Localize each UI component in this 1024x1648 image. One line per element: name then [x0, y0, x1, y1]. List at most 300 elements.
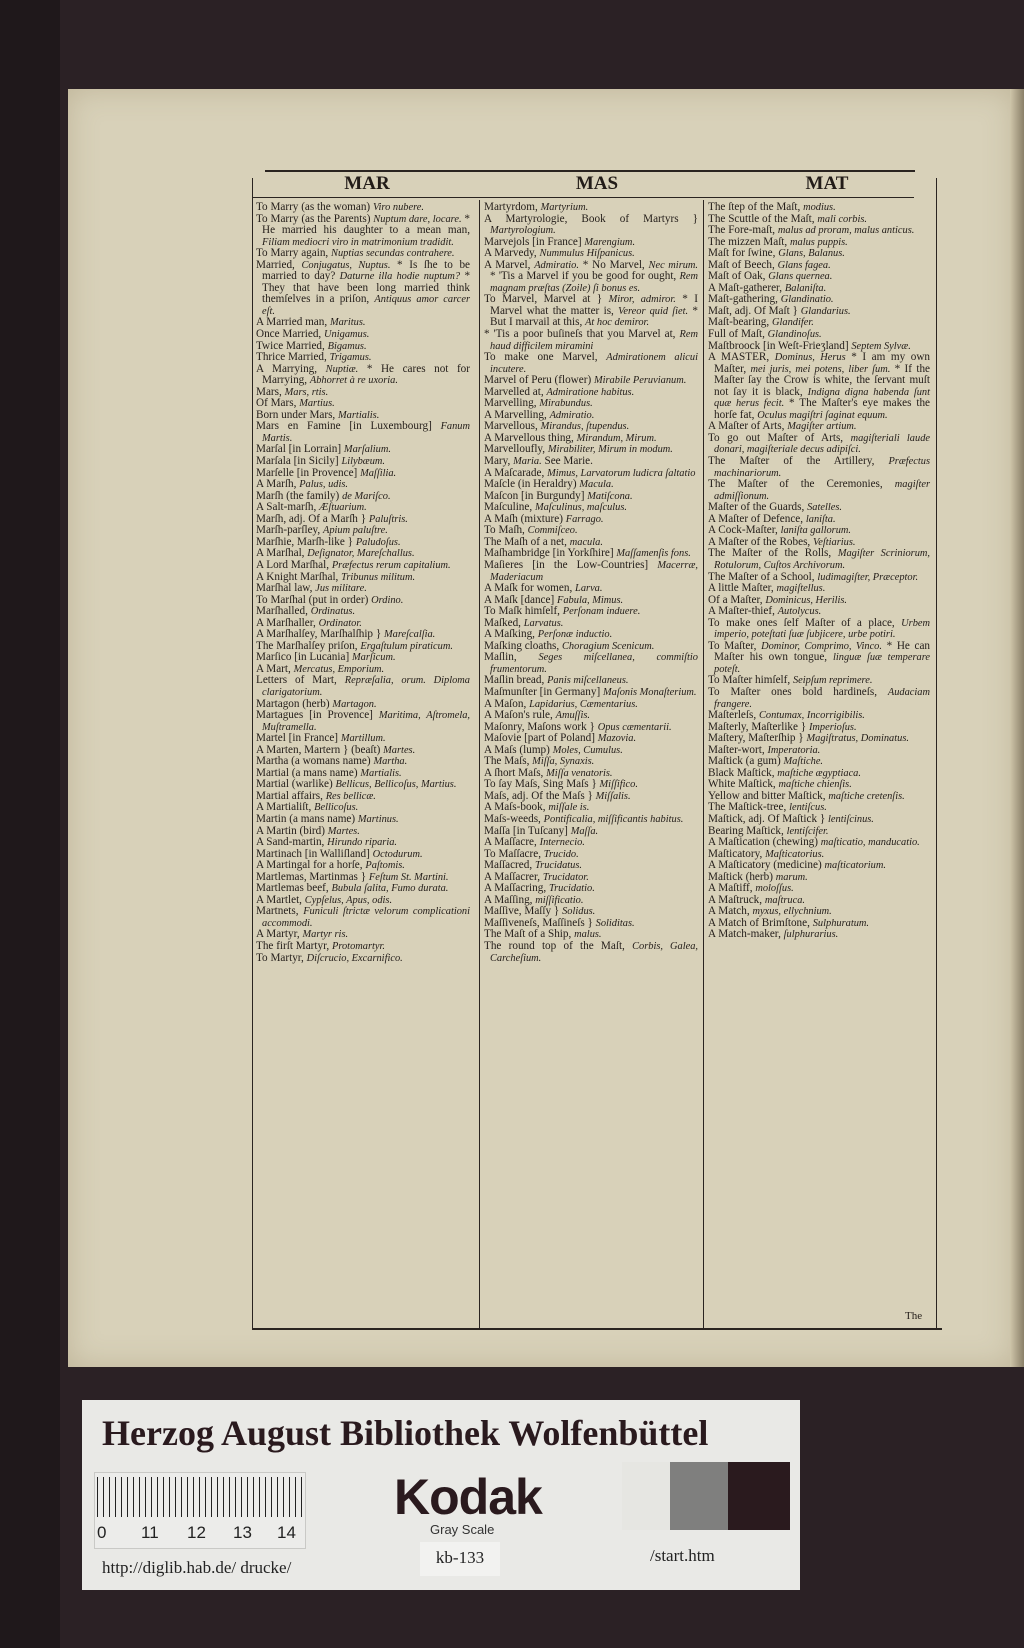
- latin-translation: Ordinatus.: [310, 606, 356, 618]
- latin-translation: Glandifer.: [772, 317, 814, 329]
- english-headword: Martha (a womans name): [256, 755, 371, 768]
- english-headword: The mizzen Maſt,: [708, 235, 788, 248]
- latin-translation: Miſſa venatoris.: [546, 767, 613, 779]
- english-headword: A Maſter-thief,: [708, 605, 775, 618]
- english-headword: To Maſk himſelf,: [484, 605, 560, 618]
- latin-translation: Moles, Cumulus.: [552, 744, 623, 756]
- english-headword: A Maſs (lump): [484, 743, 550, 756]
- dictionary-entry: [256, 906, 470, 929]
- latin-translation: Opus cæmentarii.: [597, 721, 672, 733]
- header-rule: [252, 197, 914, 198]
- latin-translation: Macula.: [579, 479, 614, 491]
- library-target-card: [82, 1400, 800, 1590]
- english-headword: Martial (a mans name): [256, 766, 358, 779]
- english-headword: Marſala [in Sicily]: [256, 455, 339, 468]
- dictionary-entry: [484, 329, 698, 352]
- latin-translation: Mars, rtis.: [284, 386, 329, 398]
- latin-translation: Martes.: [327, 825, 360, 837]
- english-headword: A Marrying,: [256, 362, 318, 375]
- gray-swatch-black: [728, 1462, 790, 1530]
- example-phrase: * 'Tis a Marvel if you be good for ought,: [490, 270, 677, 283]
- english-headword: Martinach [in Walliſland]: [256, 847, 370, 860]
- latin-translation: laniſta.: [805, 513, 836, 525]
- english-headword: A Mart,: [256, 662, 291, 675]
- english-headword: Born under Mars,: [256, 408, 336, 421]
- latin-translation: Maritus.: [329, 317, 366, 329]
- english-headword: A Marſh,: [256, 478, 297, 491]
- latin-translation: Maſtiche.: [783, 756, 824, 768]
- column-rule-right: [936, 178, 937, 1328]
- dictionary-entry: [708, 548, 930, 571]
- example-phrase: * Is ſhe to be married to day?: [262, 258, 471, 283]
- latin-translation: Tribunus militum.: [341, 571, 416, 583]
- latin-translation: Glans, Balanus.: [778, 248, 845, 260]
- english-headword: A Lord Marſhal,: [256, 558, 330, 571]
- english-headword: The round top of the Maſt,: [484, 940, 625, 952]
- latin-translation: Trucido.: [543, 848, 579, 860]
- latin-translation: Balaniſta.: [784, 282, 827, 294]
- english-headword: Maſſa [in Tuſcany]: [484, 824, 568, 837]
- latin-example: Indigna digna habenda ſunt quæ herus fecit.: [714, 386, 931, 410]
- latin-translation: Bellicus, Bellicoſus, Martius.: [335, 779, 457, 791]
- english-headword: Maſculine,: [484, 501, 533, 514]
- english-headword: A Martlet,: [256, 893, 302, 906]
- english-headword: A Maſſing,: [484, 893, 533, 906]
- english-headword: Mars en Famine [in Luxembourg]: [256, 420, 432, 433]
- english-headword: Maſking cloaths,: [484, 639, 560, 652]
- english-headword: Maſter-wort,: [708, 743, 765, 756]
- latin-translation: Dominicus, Herilis.: [765, 594, 848, 606]
- latin-translation: malus.: [574, 929, 602, 941]
- latin-translation: miſſale is.: [548, 802, 590, 814]
- latin-translation: Martyr ris.: [302, 929, 349, 941]
- latin-translation: Choragium Scenicum.: [562, 640, 655, 652]
- english-headword: A MASTER,: [708, 351, 770, 364]
- english-headword: A Marten, Martern } (beaſt): [256, 743, 381, 756]
- english-headword: To go out Maſter of Arts,: [708, 431, 844, 444]
- latin-translation: magiſteriali laude donari, magiſteriale decus adipiſci.: [714, 432, 931, 456]
- latin-translation: Præfectus rerum capitalium.: [331, 559, 451, 571]
- header-col-3: MAT: [805, 173, 849, 194]
- dictionary-entry: [708, 929, 930, 941]
- latin-translation: Amuſſis.: [555, 710, 590, 722]
- dictionary-entry: [708, 618, 930, 641]
- english-headword: A Maſt-gatherer,: [708, 281, 783, 294]
- latin-translation: Æſtuarium.: [319, 502, 367, 514]
- running-headers: [252, 171, 942, 197]
- latin-translation: maſticatio, manducatio.: [820, 837, 920, 849]
- latin-translation: Larvatus.: [523, 617, 564, 629]
- latin-example: Rem magnam præſtas (Zoile) ſi bonus es.: [490, 271, 698, 294]
- english-headword: Marvejols [in France]: [484, 235, 582, 248]
- dictionary-column-3: [708, 202, 930, 941]
- english-headword: Maſked,: [484, 616, 521, 629]
- english-headword: A Married man,: [256, 316, 328, 329]
- latin-translation: Mirabile Peruvianum.: [593, 375, 687, 387]
- english-headword: To Maſter,: [708, 639, 757, 652]
- english-headword: A Salt-marſh,: [256, 501, 317, 514]
- english-headword: Maſſive, Maſſy }: [484, 905, 560, 918]
- latin-translation: miſſificatio.: [535, 894, 584, 906]
- english-headword: To Maſter ones bold hardineſs,: [708, 685, 878, 698]
- latin-translation: Trigamus.: [329, 352, 372, 364]
- english-headword: The Maſter of the Rolls,: [708, 547, 832, 560]
- english-headword: Marſh-parſley,: [256, 524, 321, 537]
- latin-translation: lentiſcinus.: [828, 813, 874, 825]
- english-headword: Marvellous,: [484, 420, 538, 433]
- latin-translation: Viro nubere.: [372, 202, 424, 213]
- english-headword: Maſtery, Maſterſhip }: [708, 732, 804, 745]
- latin-translation: Mimus, Larvatorum ludicra ſaltatio: [547, 467, 696, 479]
- kodak-logo: Kodak: [394, 1469, 542, 1525]
- dictionary-column-2: [484, 202, 698, 964]
- english-headword: Twice Married,: [256, 339, 325, 352]
- latin-translation: Protomartyr.: [331, 941, 385, 952]
- english-headword: Letters of Mart,: [256, 674, 337, 687]
- english-headword: Maſmunſter [in Germany]: [484, 685, 601, 698]
- english-headword: Marvelled at,: [484, 385, 544, 398]
- latin-translation: Unigamus.: [324, 329, 370, 341]
- english-headword: Maſt of Oak,: [708, 270, 766, 283]
- english-headword: * 'Tis a poor buſineſs that you Marvel at,: [484, 328, 676, 341]
- latin-translation: Funiculi ſtrictæ velorum complicationi accommodi.: [262, 906, 470, 929]
- english-headword: Maſonry, Maſons work }: [484, 720, 595, 733]
- latin-translation: Larva.: [575, 583, 603, 595]
- ruler-ticks: [97, 1477, 303, 1517]
- latin-translation: Seipſum reprimere.: [792, 675, 873, 687]
- english-headword: A Knight Marſhal,: [256, 570, 339, 583]
- english-headword: Of Mars,: [256, 397, 297, 410]
- dictionary-entry: [484, 260, 698, 295]
- english-headword: The Maſter of the Artillery,: [708, 455, 875, 468]
- english-headword: The Maſter of the Ceremonies,: [708, 478, 883, 491]
- latin-translation: Admiratio.: [549, 409, 595, 421]
- latin-translation: Sulphuratum.: [812, 917, 870, 929]
- english-headword: A Marvelling,: [484, 408, 547, 421]
- dictionary-entry: [484, 294, 698, 329]
- english-headword: A Marſhal,: [256, 547, 305, 560]
- english-headword: A Martingal for a horſe,: [256, 859, 363, 872]
- latin-translation: Trucidatio.: [548, 883, 595, 895]
- english-headword: Maſieres [in the Low-Countries]: [484, 558, 649, 571]
- ruler-number: 0: [97, 1523, 107, 1542]
- latin-translation: Magiſter Scriniorum, Rotulorum, Cuſtos Archivorum.: [714, 548, 930, 571]
- latin-translation: Magiſter artium.: [787, 421, 857, 433]
- english-headword: Maſs-weeds,: [484, 812, 541, 825]
- gray-swatch-white: [622, 1462, 670, 1530]
- english-headword: Martlemas beef,: [256, 882, 329, 895]
- english-headword: Maſtick (herb): [708, 870, 773, 883]
- latin-translation: Hirundo riparia.: [327, 837, 398, 849]
- scan-background: [0, 0, 60, 1648]
- english-headword: Marſhalled,: [256, 605, 308, 618]
- latin-translation: Martinus.: [357, 813, 399, 825]
- english-headword: A Maſſacring,: [484, 882, 547, 895]
- english-headword: The Scuttle of the Maſt,: [708, 212, 815, 225]
- latin-translation: Farrago.: [565, 513, 604, 525]
- english-headword: Maſlin,: [484, 651, 517, 664]
- english-headword: Thrice Married,: [256, 351, 327, 364]
- english-headword: A Maſtiff,: [708, 882, 753, 895]
- english-headword: A Maſtication (chewing): [708, 836, 818, 849]
- example-phrase: * They that have been long married think themſelves in a priſon,: [262, 270, 471, 306]
- english-headword: A Match,: [708, 905, 750, 918]
- latin-translation: Mirandum, Mirum.: [576, 432, 657, 444]
- latin-translation: Trucidatus.: [534, 860, 583, 872]
- latin-translation: Miſſalis.: [595, 790, 631, 802]
- english-headword: Martlemas, Martinmas }: [256, 870, 367, 883]
- latin-translation: maſticatorium.: [824, 860, 886, 872]
- english-headword: The Fore-maſt,: [708, 224, 776, 237]
- latin-translation: Lapidarius, Cæmentarius.: [529, 698, 638, 710]
- english-headword: Bearing Maſtick,: [708, 824, 784, 837]
- english-headword: A Match of Brimſtone,: [708, 916, 810, 929]
- latin-translation: Satelles.: [807, 502, 843, 514]
- latin-translation: Imperioſus.: [808, 721, 857, 733]
- latin-translation: Miſſifico.: [599, 779, 638, 791]
- english-headword: A Maſter of the Robes,: [708, 535, 811, 548]
- dictionary-entry: [484, 352, 698, 375]
- latin-example: Daturne illa hodie nuptum?: [339, 271, 461, 283]
- latin-translation: Bellicoſus.: [314, 802, 359, 814]
- latin-translation: Audaciam frangere.: [714, 686, 931, 710]
- latin-translation: Ergaſtulum piraticum.: [360, 640, 453, 652]
- latin-translation: maſtruca.: [764, 894, 805, 906]
- dictionary-entry: [708, 352, 930, 421]
- english-headword: A Maſh (mixture): [484, 512, 563, 525]
- latin-translation: Paludoſus.: [355, 536, 401, 548]
- latin-translation: Palus, udis.: [299, 479, 348, 491]
- latin-translation: Perſonæ inductio.: [537, 629, 613, 641]
- english-headword: Marſhie, Marſh-like }: [256, 535, 354, 548]
- english-headword: Maſſacred,: [484, 859, 533, 872]
- latin-translation: Cypſelus, Apus, odis.: [304, 894, 393, 906]
- english-headword: Maſt-bearing,: [708, 316, 770, 329]
- example-phrase: * The Maſter's eye makes the horſe fat,: [714, 397, 930, 421]
- latin-translation: Miſſa, Synaxis.: [532, 756, 595, 768]
- english-headword: A Martialiſt,: [256, 801, 312, 814]
- latin-translation: Nuptias secundas contrahere.: [331, 248, 455, 260]
- dictionary-column-1: [256, 202, 470, 964]
- english-headword: A Martyrologie, Book of Martyrs }: [484, 212, 698, 225]
- latin-translation: Maſſilia.: [360, 467, 397, 479]
- dictionary-entry: [256, 710, 470, 733]
- dictionary-entry: [708, 433, 930, 456]
- latin-translation: de Mariſco.: [342, 490, 391, 502]
- example-phrase: * If the Maſter ſay the Crow is white, the ſervant muſt not ſay it is black,: [714, 362, 930, 398]
- latin-translation: Solidus.: [562, 906, 596, 918]
- latin-translation: ludimagiſter, Præceptor.: [817, 571, 919, 583]
- english-headword: Maſterleſs,: [708, 709, 757, 722]
- latin-translation: Rem haud difficilem miramini: [490, 329, 698, 352]
- latin-translation: Veſtiarius.: [813, 536, 856, 548]
- example-phrase: See Marie.: [544, 455, 593, 468]
- latin-translation: macula.: [569, 536, 603, 548]
- latin-translation: Jus militare.: [315, 583, 367, 595]
- latin-translation: Lilybæum.: [341, 456, 386, 468]
- latin-example: mei juris, mei potens, liber ſum.: [750, 363, 891, 375]
- english-headword: To Marry (as the Parents): [256, 212, 371, 225]
- column-rule-left: [252, 178, 253, 1328]
- latin-translation: Dominor, Comprimo, Vinco.: [761, 640, 882, 652]
- english-headword: Martel [in France]: [256, 732, 339, 745]
- latin-translation: Nuptum dare, locare.: [373, 213, 462, 225]
- english-headword: The firſt Martyr,: [256, 940, 330, 952]
- latin-translation: Commiſceo.: [527, 525, 578, 537]
- english-headword: To Marſhal (put in order): [256, 593, 369, 606]
- latin-translation: Imperatoria.: [767, 744, 821, 756]
- latin-translation: Glans fagea.: [777, 259, 831, 271]
- latin-translation: magiſter admiſſionum.: [714, 479, 931, 502]
- english-headword: Black Maſtick,: [708, 766, 775, 779]
- latin-translation: laniſta gallorum.: [780, 525, 852, 537]
- latin-translation: Præfectus machinariorum.: [714, 456, 930, 479]
- english-headword: Maſcle (in Heraldry): [484, 478, 577, 491]
- latin-example: At hoc demiror.: [585, 317, 650, 329]
- english-headword: Marſal [in Lorrain]: [256, 443, 342, 456]
- latin-translation: Nummulus Hiſpanicus.: [539, 248, 635, 260]
- english-headword: To Maſh,: [484, 524, 525, 537]
- english-headword: A Marſhalſey, Marſhalſhip }: [256, 628, 382, 641]
- english-headword: The Maſs,: [484, 755, 530, 768]
- english-headword: A Maſcarade,: [484, 466, 545, 479]
- english-headword: A Maſk for women,: [484, 582, 573, 595]
- latin-translation: Maſſamenſis fons.: [616, 548, 691, 560]
- latin-translation: Bigamus.: [327, 340, 367, 352]
- english-headword: A Marvellous thing,: [484, 431, 574, 444]
- english-headword: The Maſh of a net,: [484, 535, 567, 548]
- dictionary-entry: [256, 214, 470, 249]
- english-headword: Maſtbroock [in Weſt-Frieʒland]: [708, 339, 849, 352]
- latin-translation: Autolycus.: [777, 606, 822, 618]
- example-phrase: * But I marvail at this,: [490, 304, 698, 329]
- dictionary-entry: [484, 560, 698, 583]
- english-headword: A Marſhaller,: [256, 616, 316, 629]
- latin-translation: Repræſalia, orum. Diploma clarigatorium.: [262, 675, 470, 698]
- latin-translation: Macerræ, Maderiacum: [490, 559, 699, 583]
- english-headword: Marſelle [in Provence]: [256, 466, 358, 479]
- latin-translation: Septem Sylvæ.: [851, 340, 911, 352]
- latin-translation: Ordinator.: [318, 617, 362, 629]
- latin-translation: marum.: [775, 871, 808, 883]
- dictionary-entry: [708, 456, 930, 479]
- english-headword: A Martin (bird): [256, 824, 325, 837]
- dictionary-entry: [256, 421, 470, 444]
- english-headword: A Maſking,: [484, 628, 535, 641]
- header-col-2: MAS: [575, 173, 619, 194]
- latin-translation: Mareſcalſia.: [384, 629, 436, 641]
- header-col-1: MAR: [344, 173, 390, 194]
- english-headword: Once Married,: [256, 328, 322, 341]
- latin-translation: Res bellicæ.: [325, 790, 376, 802]
- catalog-code: kb-133: [420, 1542, 500, 1576]
- latin-translation: Panis miſcellaneus.: [547, 675, 629, 687]
- gray-swatch-mid: [670, 1462, 728, 1530]
- latin-translation: Admiratio.: [534, 259, 579, 271]
- latin-translation: Mirabiliter, Mirum in modum.: [547, 444, 673, 456]
- english-headword: To Marry (as the woman): [256, 201, 371, 213]
- latin-translation: Feſtum St. Martini.: [368, 871, 449, 883]
- latin-translation: mali corbis.: [817, 213, 868, 225]
- english-headword: Maſticatory,: [708, 847, 763, 860]
- english-headword: Martagues [in Provence]: [256, 709, 373, 722]
- english-headword: A Maſticatory (medicine): [708, 859, 822, 872]
- english-headword: A Martyr,: [256, 928, 300, 941]
- latin-translation: malus puppis.: [790, 236, 848, 248]
- page-edge: [1010, 89, 1024, 1367]
- english-headword: To Marvel, Marvel at }: [484, 293, 603, 306]
- english-headword: Maſſiveneſs, Maſſineſs }: [484, 916, 593, 929]
- latin-example: Antiquus amor carcer eſt.: [262, 294, 470, 317]
- latin-translation: Soliditas.: [595, 917, 635, 929]
- latin-translation: Ordino.: [371, 594, 404, 606]
- english-headword: Maſt, adj. Of Maſt }: [708, 304, 798, 317]
- english-headword: White Maſtick,: [708, 778, 776, 791]
- catchword: The: [905, 1310, 923, 1322]
- latin-translation: Glandinoſus.: [767, 329, 822, 341]
- latin-translation: Admiratione habitus.: [546, 386, 635, 398]
- latin-example: Nec mirum.: [648, 259, 699, 271]
- latin-translation: Seges miſcellanea, commiſtio frumentorum.: [490, 652, 699, 675]
- english-headword: A Maſſacrer,: [484, 870, 541, 883]
- english-headword: Maſs, adj. Of the Maſs }: [484, 789, 593, 802]
- latin-translation: Marſalium.: [343, 444, 391, 456]
- english-headword: Mars,: [256, 385, 282, 398]
- latin-translation: Maſticatorius.: [765, 848, 825, 860]
- latin-translation: Diſcrucio, Excarnifico.: [306, 952, 403, 964]
- dictionary-entry: [708, 641, 930, 676]
- latin-translation: Corbis, Galea, Carcheſium.: [490, 941, 699, 964]
- english-headword: To make ones ſelf Maſter of a place,: [708, 616, 895, 629]
- english-headword: Maſt of Beech,: [708, 258, 775, 271]
- english-headword: To Maſſacre,: [484, 847, 541, 860]
- latin-example: Filiam mediocri viro in matrimonium tradidit.: [262, 236, 454, 248]
- dictionary-entry: [256, 675, 470, 698]
- dictionary-entry: [256, 260, 470, 318]
- english-headword: To Martyr,: [256, 951, 304, 964]
- english-headword: Marvelloufly,: [484, 443, 546, 456]
- english-headword: A Maſtruck,: [708, 893, 763, 906]
- latin-example: linguæ ſuæ temperare poteſt.: [714, 652, 930, 675]
- example-phrase: * No Marvel,: [582, 258, 645, 271]
- latin-translation: Glandarius.: [800, 305, 851, 317]
- dictionary-entry: [484, 214, 698, 237]
- english-headword: Maſovie [part of Poland]: [484, 732, 595, 745]
- gray-scale-label: Gray Scale: [430, 1522, 495, 1537]
- english-headword: A Marvedy,: [484, 247, 537, 260]
- example-phrase: * He cares not for Marrying,: [262, 362, 471, 387]
- latin-translation: Mercatus, Emporium.: [293, 663, 385, 675]
- dictionary-entry: [256, 364, 470, 387]
- latin-translation: Martialis.: [338, 409, 380, 421]
- english-headword: The ſtep of the Maſt,: [708, 201, 801, 213]
- latin-translation: Contumax, Incorrigibilis.: [758, 710, 865, 722]
- english-headword: To Marry again,: [256, 247, 329, 260]
- latin-translation: Dominus, Herus: [774, 352, 846, 364]
- english-headword: A ſhort Maſs,: [484, 766, 544, 779]
- latin-translation: Deſignator, Mareſchallus.: [307, 548, 415, 560]
- column-rule-2: [703, 200, 704, 1328]
- latin-translation: Perſonam induere.: [562, 606, 641, 618]
- latin-translation: Maſſa.: [570, 825, 599, 837]
- dictionary-entry: [484, 652, 698, 675]
- english-headword: A Sand-martin,: [256, 836, 325, 849]
- english-headword: Maſterly, Maſterlike }: [708, 720, 807, 733]
- latin-translation: Fanum Martis.: [262, 421, 470, 444]
- latin-translation: lentiſcifer.: [786, 825, 829, 837]
- english-headword: The Maſt of a Ship,: [484, 928, 572, 941]
- english-headword: Marſhal law,: [256, 582, 313, 595]
